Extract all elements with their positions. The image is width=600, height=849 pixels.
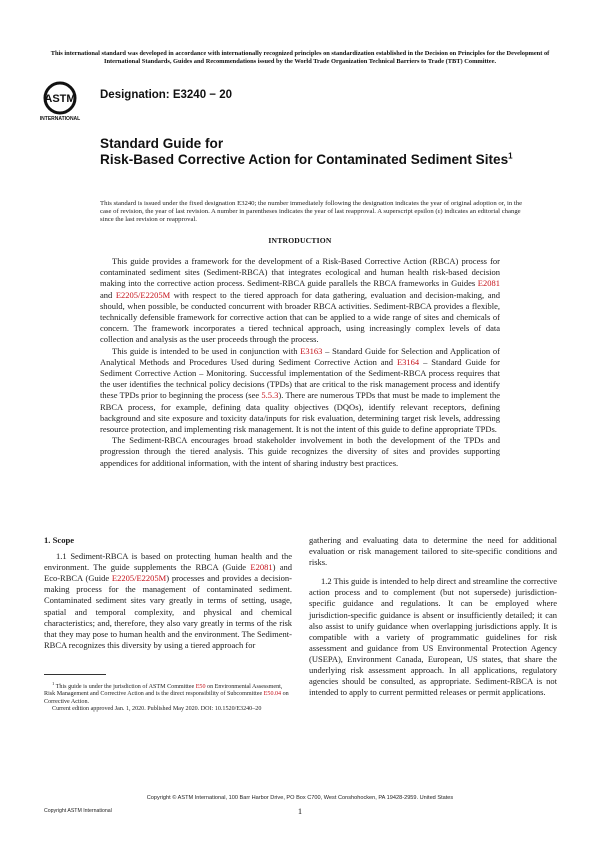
footnote-divider (44, 674, 106, 675)
text-run: 1.1 Sediment-RBCA is based on protecting human health and the environment. The guide supplements the RBCA (Guide (44, 551, 292, 573)
text-run: – Standard Guide for Selection and Application of Analytical Methods and Procedures Used during Sediment Corrective Action and (100, 345, 500, 367)
title-footnote-mark: 1 (508, 151, 513, 161)
left-column (44, 535, 292, 651)
scope-paragraph-1-1 (44, 551, 292, 651)
astm-logo (36, 80, 92, 124)
text-run: on Corrective Action. (44, 691, 289, 705)
paragraph-gap (309, 568, 557, 576)
scope-paragraph-1-2: 1.2 This guide is intended to help direct and streamline the corrective action process and to complement (but not supersede) jurisdiction-specific guidance and regulations. It can be employed where jurisdiction-specific guidance is absent or insufficiently detailed; it can also assist to unify guidance when overlapping jurisdictions apply. It is compatible with a variety of programmatic guidelines for risk assessment and guidance from US Environmental Protection Agency (USEPA), Environment Canada, European, US states, that share the underlying risk assessment approach. In all applications, regulatory agencies should be consulted, as appropriate. Sediment-RBCA is not intended to apply to current permitted releases or permit applications. (309, 576, 557, 698)
footnotes (44, 680, 292, 714)
ref-link-e50[interactable]: E50 (195, 684, 206, 691)
title-line-2 (100, 152, 520, 168)
intro-paragraph-2 (100, 346, 500, 436)
text-run: ) and Eco-RBCA (Guide (44, 562, 292, 584)
right-column (309, 535, 557, 698)
introduction-heading: INTRODUCTION (268, 236, 332, 245)
intro-paragraph-3: The Sediment-RBCA encourages broad stakeholder involvement in both the development of the TPDs and progression through the tiered analysis. This guide recognizes the diversity of sites and provides supporting appendices for additional information, with the intent of sharing industry best practices. (100, 435, 500, 468)
footnote-mark: 1 (52, 681, 55, 686)
title-line-1: Standard Guide for (100, 136, 224, 151)
ref-link-section-5-5-3[interactable]: 5.5.3 (261, 390, 279, 401)
text-run: with respect to the tiered approach for data gathering, evaluation and decision-making, and should, when possible, be conducted concurrent with broader RBCA activities. Sediment-RBCA provides a flexible, technically defensible framework for corrective action that can be applied to a wide range of sites and chemicals of concern. The framework incorporates a tiered technical approach, using increasingly complex levels of data collection and analysis as the user proceeds through the process. (100, 289, 500, 345)
svg-text:INTERNATIONAL: INTERNATIONAL (39, 116, 81, 122)
ref-link-e3164[interactable]: E3164 (396, 356, 420, 367)
text-run: This guide is intended to be used in conjunction with (112, 345, 301, 356)
copyright-small: Copyright ASTM International (44, 808, 112, 814)
intro-paragraph-1 (100, 256, 500, 346)
document-title (100, 136, 520, 169)
issuance-note: This standard is issued under the fixed designation E3240; the number immediately following the designation indicates the year of original adoption or, in the case of revision, the year of last revision. A number in parentheses indicates the year of last reapproval. A superscript epsilon (ε) indicates an editorial change since the last revision or reapproval. (100, 200, 523, 224)
introduction-body (100, 256, 500, 469)
text-run: This guide provides a framework for the development of a Risk-Based Corrective Action (RBCA) process for contaminated sediment sites (Sediment-RBCA) that integrates ecological and human health risk-based decision making into the corrective action process. Sediment-RBCA guide parallels the RBCA frameworks in Guides (100, 256, 500, 289)
ref-link-e50-04[interactable]: E50.04 (263, 691, 282, 698)
ref-link-e2081[interactable]: E2081 (477, 278, 500, 289)
designation: Designation: E3240 − 20 (100, 89, 232, 101)
ref-link-e2081[interactable]: E2081 (250, 562, 273, 573)
text-run: – Standard Guide for Sediment Corrective Action – Monitoring. Successful implementation of the Sediment-RBCA process requires that the user identifies the technical policy decisions (TPDs) that are critical to the risk management process and identify these TPDs prior to beginning the process (see (100, 356, 500, 401)
copyright-line: Copyright © ASTM International, 100 Barr Harbor Drive, PO Box C700, West Conshohocken, PA 19428-2959. United States (146, 795, 454, 801)
scope-heading: 1. Scope (44, 535, 75, 545)
page-number: 1 (297, 806, 303, 816)
text-run: ) processes and provides a decision-making process for the management of contaminated sediment. Contaminated sediment sites vary greatly in terms of setting, usage, spatial and temporal complexity, and physical and chemical characteristics; and, therefore, they also vary greatly in terms of the risk that they may pose to human health and the environment. The Sediment-RBCA recognizes this diversity by using a tiered approach for (44, 573, 292, 650)
ref-link-e2205[interactable]: E2205/E2205M (111, 573, 167, 584)
svg-text:ASTM: ASTM (44, 93, 76, 105)
title-main: Risk-Based Corrective Action for Contaminated Sediment Sites (100, 152, 509, 168)
footnote-edition: Current edition approved Jan. 1, 2020. Published May 2020. DOI: 10.1520/E3240–20 (52, 706, 262, 713)
text-run: ). There are numerous TPDs that must be made to implement the RBCA process, for example, defining data quality objectives (DQOs), identify relevant receptors, defining background and site exposure and toxicity data/inputs for risk evaluation, determining target risk levels, addressing resource protection, and implementing risk management. It is not the intent of this guide to define appropriate TPDs. (100, 390, 500, 435)
scope-paragraph-1-1-continued: gathering and evaluating data to determine the need for additional evaluation or risk management tailored to site-specific conditions and risks. (309, 535, 557, 568)
ref-link-e3163[interactable]: E3163 (300, 345, 323, 356)
text-run: and (100, 289, 116, 300)
text-run: on Environmental Assessment, Risk Management and Corrective Action and is the direct responsibility of Subcommittee (44, 684, 283, 698)
header-notice: This international standard was developed in accordance with internationally recognized principles on standardization established in the Decision on Principles for the Development of International Standards, Guides and Recommendations issued by the World Trade Organization Technical Barriers to Trade (TBT) Committee. (50, 50, 550, 65)
ref-link-e2205[interactable]: E2205/E2205M (115, 289, 171, 300)
footnote-1 (44, 680, 292, 706)
text-run: This guide is under the jurisdiction of ASTM Committee (54, 684, 196, 691)
